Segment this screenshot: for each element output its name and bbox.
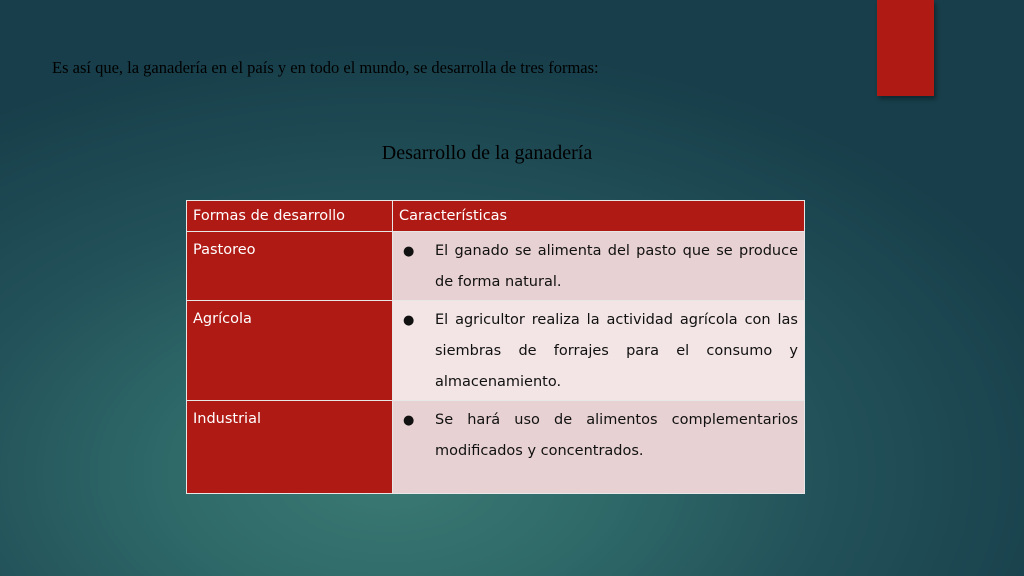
table-row [187,401,805,494]
header-forms: Formas de desarrollo [187,201,393,232]
characteristic-text: El agricultor realiza la actividad agrícola con las siembras de forrajes para el consumo y almacenamiento. [435,312,798,390]
characteristic-text: Se hará uso de alimentos complementarios modificados y concentrados. [435,412,798,459]
form-cell: Pastoreo [187,232,393,301]
characteristic-item [403,236,798,298]
form-cell: Agrícola [187,301,393,401]
bullet-icon: ● [403,313,415,328]
bullet-icon: ● [403,413,415,428]
table-row [187,232,805,301]
characteristic-item [403,405,798,467]
table-row [187,301,805,401]
development-table [186,200,805,494]
characteristic-cell [393,232,805,301]
form-cell: Industrial [187,401,393,494]
characteristic-cell [393,401,805,494]
characteristic-text: El ganado se alimenta del pasto que se produce de forma natural. [435,243,798,290]
characteristic-cell [393,301,805,401]
table-header-row [187,201,805,232]
decorative-red-tab [877,0,934,96]
bullet-icon: ● [403,244,415,259]
header-characteristics: Características [393,201,805,232]
slide-title: Desarrollo de la ganadería [381,142,593,164]
intro-text: Es así que, la ganadería en el país y en todo el mundo, se desarrolla de tres formas: [52,58,599,77]
characteristic-item [403,305,798,398]
